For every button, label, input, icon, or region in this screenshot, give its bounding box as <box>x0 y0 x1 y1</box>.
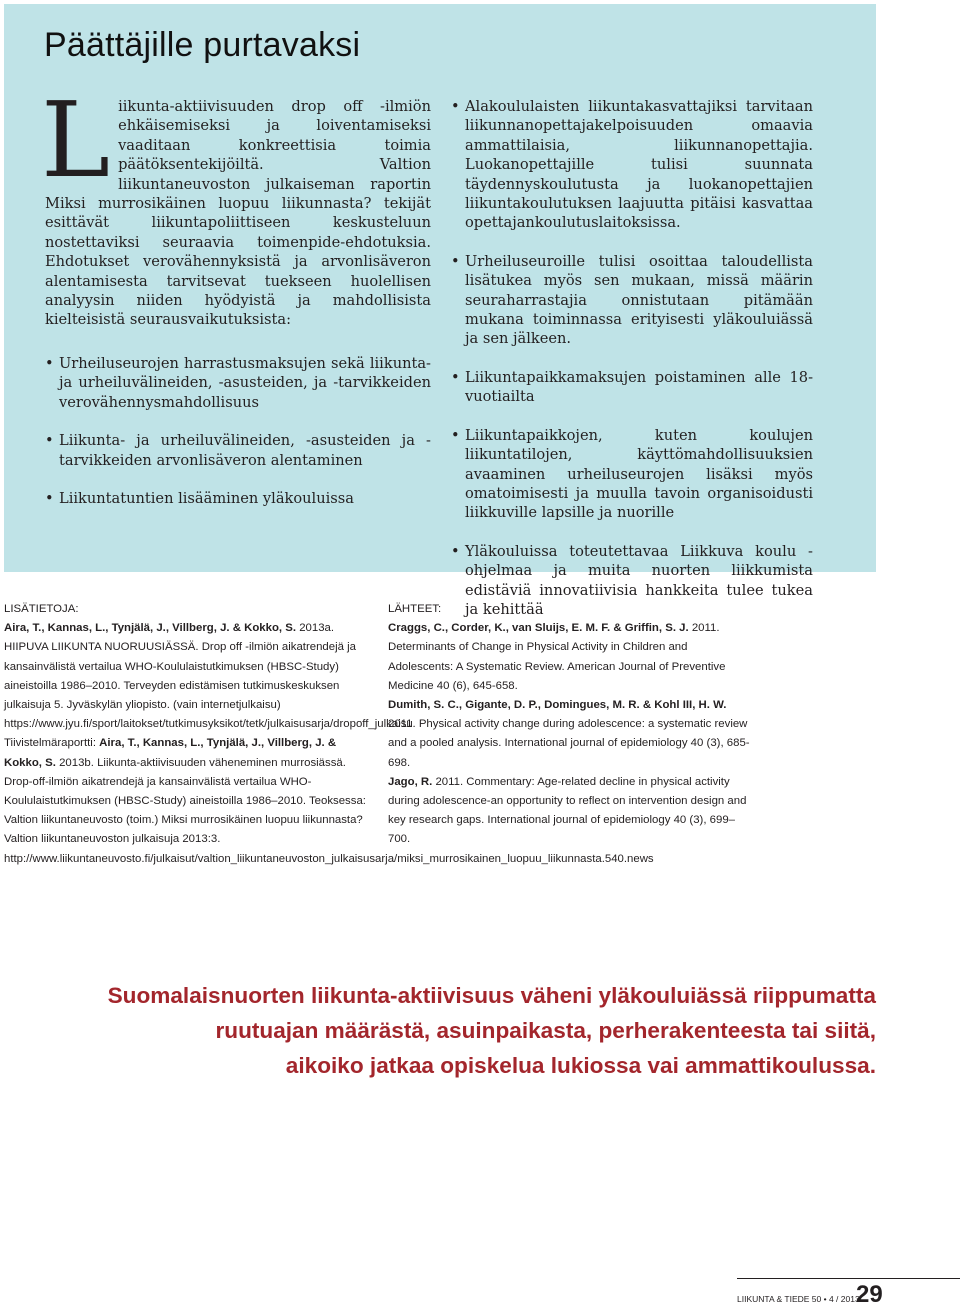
reference-prefix: Tiivistelmäraportti: <box>4 737 100 750</box>
pull-quote-line: Suomalaisnuorten liikunta-aktiivisuus väheni yläkouluiässä riippumatta <box>107 983 876 1008</box>
page-number: 29 <box>856 1281 883 1308</box>
bullet-text: Liikuntapaikkamaksujen poistaminen alle 18-vuotiailta <box>465 368 813 406</box>
reference-text: 2013a. HIIPUVA LIIKUNTA NUORUUSIÄSSÄ. Drop off -ilmiön aikatrendejä ja kansainvälistä vertailua WHO-Koululaistutkimuksen (HBSC-Study) aineistoilla 1986–2010. Terveyden edistämisen tutkimuskeskuksen julkaisuja 5. Jyväskylän yliopisto. (vain internetjulkaisu) https://www.jyu.fi/sport/laitokset/tutkimusyksikot/tetk/julkaisusarja/dropoff_julkaisu <box>4 622 413 731</box>
bullet-text: Urheiluseurojen harrastusmaksujen sekä liikunta- ja urheiluvälineiden, -asusteiden, ja -tarvikkeiden verovähennysmahdollisuus <box>59 354 431 411</box>
left-bullet-list <box>45 354 431 508</box>
bullet-dot: • <box>451 252 460 270</box>
bullet-item <box>45 431 431 470</box>
bullet-dot: • <box>451 98 460 115</box>
bullet-item <box>451 368 813 407</box>
bullet-dot: • <box>451 368 460 386</box>
reference-text: 2011. Determinants of Change in Physical Activity in Children and Adolescents: A Systematic Review. American Journal of Preventive Medicine 40 (6), 645-658. <box>388 622 726 692</box>
reference-authors: Craggs, C., Corder, K., van Sluijs, E. M. F. & Griffin, S. J. <box>388 622 689 635</box>
pull-quote <box>56 978 876 1083</box>
bullet-text: Urheiluseuroille tulisi osoittaa taloudellista lisätukea myös sen mukaan, missä määrin seuraharrastajia onnistutaan pitämään mukana toiminnassa erityisesti yläkouluiässä ja sen jälkeen. <box>465 252 813 348</box>
further-info-heading: LISÄTIETOJA: <box>4 603 79 615</box>
bullet-text: Yläkouluissa toteutettavaa Liikkuva koulu -ohjelmaa ja muita nuorten liikkumista edistäviä innovatiivisia hankkeita tulee tukea ja kehittää <box>465 542 813 618</box>
bullet-item <box>451 97 813 233</box>
bullet-dot: • <box>45 432 54 450</box>
left-column <box>41 79 431 527</box>
intro-text-1: iikunta-aktiivisuuden drop off -ilmiön ehkäisemiseksi ja loiventamiseksi vaaditaan konkreettisia toimia päätöksentekijöiltä. Valtion liikuntaneuvoston julkaiseman raportin Miksi murrosikäinen luopuu liikunnasta? tekijät esittävät liikuntapoliittiseen keskusteluun nostettaviksi seuraavia toimenpide-ehdotuksia. <box>45 98 431 251</box>
reference-authors: Jago, R. <box>388 775 433 788</box>
bullet-item <box>45 354 431 412</box>
bullet-dot: • <box>45 489 54 507</box>
bullet-item <box>451 252 813 349</box>
sources <box>388 600 750 850</box>
reference-entry <box>388 773 750 850</box>
reference-authors: Aira, T., Kannas, L., Tynjälä, J., Villberg, J. & Kokko, S. <box>4 737 337 769</box>
right-column <box>451 97 813 638</box>
reference-entry <box>388 619 750 696</box>
reference-entry <box>4 619 413 734</box>
bullet-dot: • <box>451 426 460 444</box>
bullet-dot: • <box>451 542 460 560</box>
box-title: Päättäjille purtavaksi <box>44 26 361 64</box>
intro-paragraph <box>41 79 431 330</box>
bullet-text: Liikunta- ja urheiluvälineiden, -asusteiden ja -tarvikkeiden arvonlisäveron alentaminen <box>59 432 431 469</box>
reference-text: 2011. Physical activity change during adolescence: a systematic review and a pooled analysis. International journal of epidemiology 40 (3), 685-698. <box>388 718 750 769</box>
reference-authors: Dumith, S. C., Gigante, D. P., Domingues, M. R. & Kohl III, H. W. <box>388 699 727 712</box>
pull-quote-line: ruutuajan määrästä, asuinpaikasta, perherakenteesta tai siitä, <box>215 1018 876 1043</box>
pull-quote-line: aikoiko jatkaa opiskelua lukiossa vai ammattikoulussa. <box>285 1053 876 1078</box>
reference-authors: Aira, T., Kannas, L., Tynjälä, J., Villberg, J. & Kokko, S. <box>4 622 297 635</box>
bullet-text: Alakoululaisten liikuntakasvattajiksi tarvitaan liikunnanopettajakelpoisuuden omaavia ammattilaisia, liikunnanopettajia. Luokanopettajille tulisi suunnata täydennyskoulutusta ja luokanopettajien liikuntakoulutuksen laajuutta pitäisi kasvattaa opettajankoulutuslaitoksissa. <box>465 98 813 232</box>
right-bullet-list <box>451 97 813 619</box>
footer-publication: LIIKUNTA & TIEDE 50 • 4 / 2013 <box>737 1294 860 1304</box>
footer-rule <box>737 1278 960 1279</box>
sources-heading: LÄHTEET: <box>388 603 442 615</box>
reference-entry <box>388 696 750 773</box>
bullet-item <box>45 489 431 508</box>
drop-cap: L <box>41 79 111 201</box>
reference-text: 2011. Commentary: Age-related decline in physical activity during adolescence-an opportunity to reflect on intervention design and key research gaps. International journal of epidemiology 40 (3), 699–700. <box>388 775 747 846</box>
intro-text-2: Ehdotukset verovähennyksistä ja arvonlisäveron alentamisesta tarvitsevat tuekseen huolellisen analyysin niiden hyödyistä ja mahdollisista kielteisistä seurausvaikutuksista: <box>45 253 431 329</box>
reference-text: 2013b. Liikunta-aktiivisuuden väheneminen murrosiässä. Drop-off-ilmiön aikatrendejä ja kansainvälistä vertailua WHO-Koululaistutkimuksen (HBSC-Study) aineistoilla 1986–2010. Teoksessa: Valtion liikuntaneuvosto (toim.) Miksi murrosikäinen luopuu liikunnasta? Valtion liikuntaneuvoston julkaisuja 2013:3. http://www.liikuntaneuvosto.fi/julkaisut/valtion_liikuntaneuvoston_julkaisusarja/miksi_murrosikainen_luopuu_liikunnasta.540.news <box>4 756 654 865</box>
bullet-dot: • <box>45 354 54 372</box>
bullet-item <box>451 426 813 523</box>
bullet-text: Liikuntapaikkojen, kuten koulujen liikuntatilojen, käyttömahdollisuuksien avaaminen urheiluseurojen lisäksi myös omatoimisesti ja muulla tavoin organisoidusti liikkuville lapsille ja nuorille <box>465 426 813 522</box>
bullet-text: Liikuntatuntien lisääminen yläkouluissa <box>59 489 354 507</box>
